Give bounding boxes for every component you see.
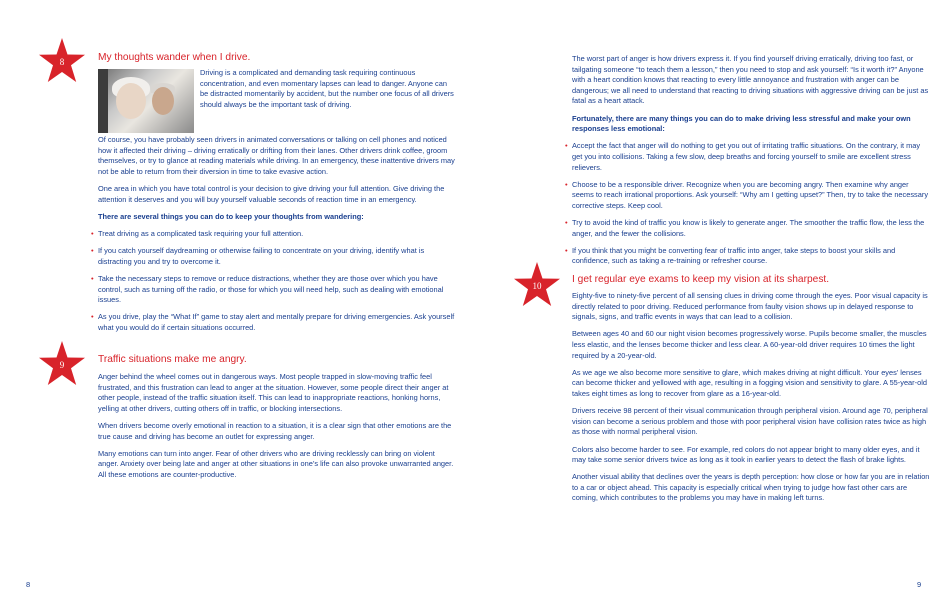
bullet-list xyxy=(565,141,930,267)
section-body xyxy=(572,291,930,511)
list-intro: There are several things you can do to keep your thoughts from wandering: xyxy=(98,211,364,221)
list-item: • If you think that you might be converting fear of traffic into anger, take steps to boost your skills and confidence, such as taking a re-training or refresher course. xyxy=(565,245,896,266)
list-item: • Choose to be a responsible driver. Recognize when you are becoming angry. Then examine why anger seems to reach irrational proportions. Ask yourself: “Why am I getting upset?” Then, try to take the necessary corrective steps. Keep cool. xyxy=(565,179,929,210)
section-heading: I get regular eye exams to keep my vision at its sharpest. xyxy=(572,274,830,285)
page-number: 9 xyxy=(917,580,922,589)
star-number: 9 xyxy=(59,360,65,370)
senior-drivers-photo xyxy=(98,69,194,133)
bullet-icon: • xyxy=(91,228,94,238)
bullet-icon: • xyxy=(565,245,568,255)
section-body xyxy=(91,68,456,340)
list-item: • Accept the fact that anger will do nothing to get you out of irritating traffic situations. On the contrary, it may get you into collisions. Taking a few slow, deep breaths and forcing yourself to smile are excellent stress relievers. xyxy=(565,141,921,172)
list-intro: Fortunately, there are many things you can do to make driving less stressful and make your own responses less emotional: xyxy=(572,113,911,134)
intro-block xyxy=(98,68,456,135)
list-item: • Try to avoid the kind of traffic you know is likely to generate anger. The smoother the traffic flow, the less the anger, and the fewer the collisions. xyxy=(565,218,925,238)
page-number: 8 xyxy=(26,580,31,589)
bullet-icon: • xyxy=(565,179,568,189)
list-item: • As you drive, play the “What If” game to stay alert and mentally prepare for driving emergencies. Ask yourself what you would do if certain situations occurred. xyxy=(91,312,455,332)
paragraph: Eighty-five to ninety-five percent of all sensing clues in driving come through the eyes. Poor visual capacity is directly related to poor driving. Reduced performance from faulty vision shows up in delayed response to signals, signs, and traffic events in ways that can lead to a collision. xyxy=(572,291,928,322)
star-number: 8 xyxy=(59,57,65,67)
red-star-icon xyxy=(38,38,86,84)
paragraph: Of course, you have probably seen drivers in animated conversations or talking on cell phones and noticed how it affected their driving – driving erratically or drifting from their lanes. Other drivers drink coffee, groom themselves, or try to glance at reading materials while driving. In an emergency, these inattentive drivers may not be able to return from their diversion in time to take evasive action. xyxy=(98,135,455,176)
section-heading: My thoughts wander when I drive. xyxy=(98,52,251,63)
intro-paragraph: Driving is a complicated and demanding task requiring continuous concentration, and even momentary lapses can lead to danger. Anyone can be distracted momentarily by accident, but the number one focus of all drivers should always be the important task of driving. xyxy=(200,68,454,109)
list-item: • Take the necessary steps to remove or reduce distractions, whether they are those over which you have control, such as turning off the radio, or those for which you will need help, such as dealing with emotional issues. xyxy=(91,273,444,305)
star-number: 10 xyxy=(532,281,542,291)
bullet-list xyxy=(91,228,456,334)
paragraph: Between ages 40 and 60 our night vision becomes progressively worse. Pupils become smaller, the muscles less elastic, and the lenses become thicker and less clear. A 60-year-old driver requires 10 times the light required by a 20-year-old. xyxy=(572,329,927,360)
paragraph: Anger behind the wheel comes out in dangerous ways. Most people trapped in slow-moving traffic feel frustrated, and this frustration can lead to anger at the situation. However, some people direct their anger at other people, instead of the traffic situation itself. This can lead to inappropriate reactions, honking horns, yelling at other drivers, cutting others off in traffic, or blocking intersections. xyxy=(98,372,449,413)
bullet-icon: • xyxy=(91,312,94,322)
paragraph: Another visual ability that declines over the years is depth perception: how close or how far you are in relation to a car or object ahead. This capacity is especially critical when trying to judge how fast other cars are coming, which contributes to the problems you may have in making left turns. xyxy=(572,472,930,503)
section-heading: Traffic situations make me angry. xyxy=(98,354,247,365)
paragraph: Colors also become harder to see. For example, red colors do not appear bright to many older eyes, and it may take some senior drivers twice as long as it took in earlier years to detect the flash of brake lights. xyxy=(572,444,920,465)
paragraph: Many emotions can turn into anger. Fear of other drivers who are driving recklessly can bring on violent anger. Anxiety over being late and anger at other situations in one’s life can also provoke unwarranted anger. All these emotions are counter-productive. xyxy=(98,448,454,479)
paragraph: When drivers become overly emotional in reaction to a situation, it is a clear sign that other emotions are the true cause and driving has become an outlet for expressing anger. xyxy=(98,420,452,441)
section-body xyxy=(565,54,930,274)
red-star-icon xyxy=(38,341,86,387)
bullet-icon: • xyxy=(565,218,568,228)
bullet-icon: • xyxy=(91,273,94,283)
list-item: • Treat driving as a complicated task requiring your full attention. xyxy=(91,228,304,238)
bullet-icon: • xyxy=(565,141,568,151)
right-page xyxy=(475,0,950,615)
bullet-icon: • xyxy=(91,246,94,256)
list-item: • If you catch yourself daydreaming or otherwise failing to concentrate on your driving, identify what is distracting you and try to overcome it. xyxy=(91,246,425,266)
section-body xyxy=(98,372,456,487)
red-star-icon xyxy=(513,262,561,308)
paragraph: The worst part of anger is how drivers express it. If you find yourself driving erratically, driving too fast, or tailgating someone “to teach them a lesson,” then you need to stop and ask yourself: “Is it worth it?” Anyone with a heart condition knows that reacting to every little annoyance and frustration with anger can be dangerous; we all need to understand that reacting to driving situations with aggressive driving can be just as fatal as a heart attack. xyxy=(572,54,929,106)
paragraph: As we age we also become more sensitive to glare, which makes driving at night difficult. Your eyes’ lenses can become thicker and yellowed with age, resulting in a fogging vision and sensitivity to glare. A 55-year-old takes eight times as long to recover from glare as a 16-year-old. xyxy=(572,367,927,398)
paragraph: Drivers receive 98 percent of their visual communication through peripheral vision. Around age 70, peripheral vision can become a serious problem and those with poor peripheral vision have collision rates twice as high as those with normal peripheral vision. xyxy=(572,406,928,437)
paragraph: One area in which you have total control is your decision to give driving your full attention. Give driving the attention it deserves and you will buy yourself valuable seconds of reaction time in an emergency. xyxy=(98,183,445,204)
